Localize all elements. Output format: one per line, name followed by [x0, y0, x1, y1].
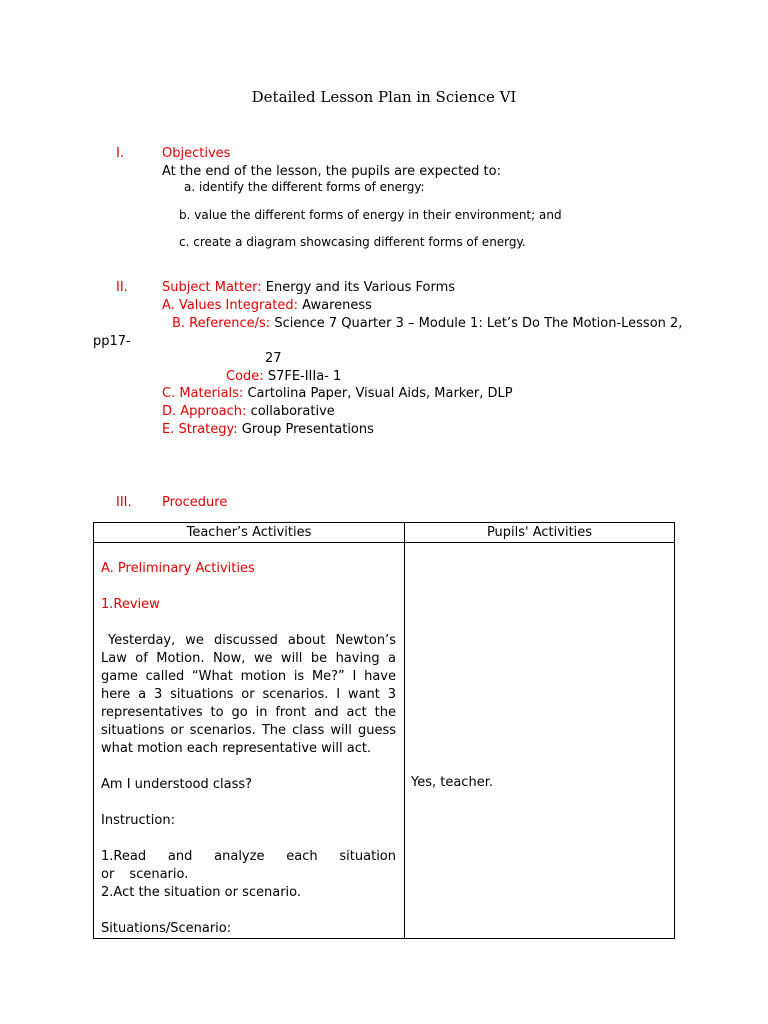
review-heading: 1.Review — [101, 597, 160, 612]
instruction-step-1: 1.Read and analyze each situation or scenario. — [101, 849, 396, 882]
situations-label: Situations/Scenario: — [101, 921, 232, 936]
materials-label: C. Materials: — [162, 386, 244, 401]
materials-value: Cartolina Paper, Visual Aids, Marker, DLP — [247, 386, 513, 401]
approach-line — [162, 404, 335, 419]
procedure-table-header-row — [94, 523, 675, 543]
pupils-activities-header: Pupils' Activities — [405, 523, 675, 543]
instruction-step-2: 2.Act the situation or scenario. — [101, 885, 302, 900]
approach-value: collaborative — [250, 404, 335, 419]
values-integrated-value: Awareness — [302, 298, 372, 313]
subject-matter-numeral: II. — [116, 280, 128, 295]
materials-line — [162, 386, 513, 401]
subject-matter-line — [162, 280, 455, 295]
objectives-heading: Objectives — [162, 146, 231, 161]
code-label: Code: — [226, 369, 264, 384]
strategy-value: Group Presentations — [241, 422, 374, 437]
procedure-table-row — [94, 543, 675, 939]
procedure-heading: Procedure — [162, 495, 228, 510]
subject-matter-label: Subject Matter: — [162, 280, 262, 295]
pupils-activities-cell — [405, 543, 675, 939]
objectives-intro: At the end of the lesson, the pupils are expected to: — [162, 164, 501, 179]
review-paragraph: Yesterday, we discussed about Newton’s Law of Motion. Now, we will be having a game called “What motion is Me?” I have here a 3 situations or scenarios. I want 3 representatives to go in front and act the situations or scenarios. The class will guess what motion each representative will act. — [101, 633, 396, 756]
strategy-line — [162, 422, 374, 437]
objective-item-c: c. create a diagram showcasing different forms of energy. — [179, 235, 526, 249]
reference-label: B. Reference/s: — [172, 316, 271, 331]
objective-item-a: a. identify the different forms of energy: — [184, 180, 425, 194]
document-title: Detailed Lesson Plan in Science VI — [251, 88, 517, 106]
instruction-label: Instruction: — [101, 813, 175, 828]
reference-continuation: pp17- — [93, 334, 131, 349]
reference-value: Science 7 Quarter 3 – Module 1: Let’s Do The Motion-Lesson 2, — [274, 316, 683, 331]
strategy-label: E. Strategy: — [162, 422, 238, 437]
teacher-activities-cell — [94, 543, 405, 939]
pupils-reply: Yes, teacher. — [411, 775, 493, 790]
subject-matter-value: Energy and its Various Forms — [265, 280, 456, 295]
code-line — [226, 369, 341, 384]
teacher-activities-header: Teacher’s Activities — [94, 523, 405, 543]
objectives-numeral: I. — [116, 146, 124, 161]
approach-label: D. Approach: — [162, 404, 247, 419]
preliminary-activities-heading: A. Preliminary Activities — [101, 561, 255, 576]
code-value: S7FE-IIIa- 1 — [267, 369, 342, 384]
reference-pages-end: 27 — [265, 351, 282, 366]
understood-question: Am I understood class? — [101, 777, 253, 792]
objective-item-b: b. value the different forms of energy in their environment; and — [179, 208, 562, 222]
values-integrated-line — [162, 298, 372, 313]
reference-line — [172, 316, 682, 331]
procedure-numeral: III. — [116, 495, 132, 510]
values-integrated-label: A. Values Integrated: — [162, 298, 298, 313]
procedure-table — [93, 522, 675, 939]
